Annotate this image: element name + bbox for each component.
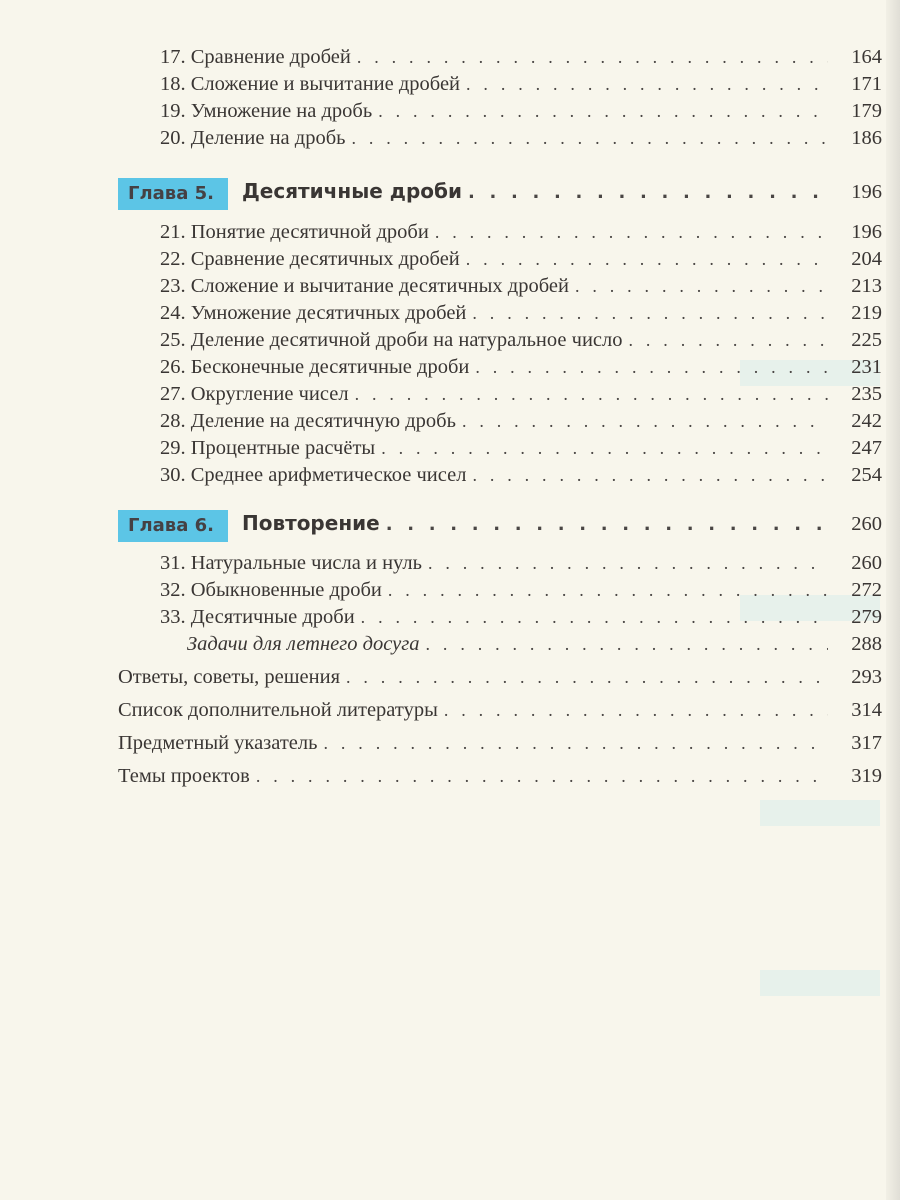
toc-entry[interactable]: 32. Обыкновенные дроби . . . 272	[160, 577, 882, 603]
chapter-6-heading[interactable]	[118, 510, 882, 542]
dot-leader	[355, 381, 828, 407]
page-number: 231	[851, 356, 882, 378]
toc-entry[interactable]: 23. Сложение и вычитание десятичных дробей . . . 213	[160, 273, 882, 299]
dot-leader	[472, 300, 828, 326]
chapter-5-heading[interactable]	[118, 178, 882, 210]
page-number: 260	[851, 513, 882, 535]
bleed-through	[760, 970, 880, 996]
toc-entry[interactable]: 24. Умножение десятичных дробей . . . 219	[160, 300, 882, 326]
toc-entry[interactable]: 20. Деление на дробь . . . 186	[160, 125, 882, 151]
toc-entry[interactable]: 33. Десятичные дроби . . . 279	[160, 604, 882, 630]
toc-entry[interactable]: 26. Бесконечные десятичные дроби . . . 231	[160, 354, 882, 380]
dot-leader	[346, 664, 828, 690]
dot-leader	[361, 604, 828, 630]
page-number: 164	[851, 46, 882, 68]
dot-leader	[378, 98, 828, 124]
dot-leader	[351, 125, 828, 151]
page-number: 219	[851, 302, 882, 324]
toc-entry[interactable]: 31. Натуральные числа и нуль . . . 260	[160, 550, 882, 576]
dot-leader	[388, 577, 828, 603]
page-number: 317	[851, 732, 882, 754]
page-number: 179	[851, 100, 882, 122]
dot-leader	[466, 71, 828, 97]
dot-leader	[472, 462, 828, 488]
toc-appendix-entry[interactable]: Список дополнительной литературы . . . 314	[118, 697, 882, 723]
page-number: 247	[851, 437, 882, 459]
page-number: 293	[851, 666, 882, 688]
toc-entry[interactable]: 28. Деление на десятичную дробь . . . 242	[160, 408, 882, 434]
toc-appendix-entry[interactable]: Предметный указатель . . . 317	[118, 730, 882, 756]
page-number: 279	[851, 606, 882, 628]
page-number: 319	[851, 765, 882, 787]
page-number: 196	[851, 221, 882, 243]
toc-entry[interactable]: 30. Среднее арифметическое чисел . . . 254	[160, 462, 882, 488]
page-number: 213	[851, 275, 882, 297]
dot-leader	[575, 273, 828, 299]
page-number: 254	[851, 464, 882, 486]
toc-appendix-entry[interactable]: Темы проектов . . . 319	[118, 763, 882, 789]
toc-entry[interactable]: 17. Сравнение дробей . . . 164	[160, 44, 882, 70]
dot-leader	[475, 354, 828, 380]
chapter-title: Десятичные дроби	[241, 179, 462, 203]
page-edge	[886, 0, 900, 1200]
page-number: 314	[851, 699, 882, 721]
toc-entry[interactable]: 22. Сравнение десятичных дробей . . . 204	[160, 246, 882, 272]
page-number: 260	[851, 552, 882, 574]
chapter-badge: Глава 5.	[118, 178, 228, 210]
page-number: 171	[851, 73, 882, 95]
toc-entry[interactable]: 21. Понятие десятичной дроби . . . 196	[160, 219, 882, 245]
toc-entry[interactable]: 29. Процентные расчёты . . . 247	[160, 435, 882, 461]
page-number: 288	[851, 633, 882, 655]
dot-leader	[428, 550, 828, 576]
toc-entry[interactable]: 18. Сложение и вычитание дробей . . . 171	[160, 71, 882, 97]
chapter-title: Повторение	[241, 511, 380, 535]
page-number: 204	[851, 248, 882, 270]
toc-entry-summer-tasks[interactable]: Задачи для летнего досуга . . . 288	[187, 631, 882, 657]
toc-entry[interactable]: 19. Умножение на дробь . . . 179	[160, 98, 882, 124]
dot-leader	[468, 180, 828, 206]
dot-leader	[256, 763, 828, 789]
page-number: 235	[851, 383, 882, 405]
dot-leader	[444, 697, 828, 723]
toc-entry[interactable]: 25. Деление десятичной дроби на натуральное число . . . 225	[160, 327, 882, 353]
page-number: 186	[851, 127, 882, 149]
dot-leader	[462, 408, 828, 434]
toc-entry[interactable]: 27. Округление чисел . . . 235	[160, 381, 882, 407]
toc-appendix-entry[interactable]: Ответы, советы, решения . . . 293	[118, 664, 882, 690]
page-number: 272	[851, 579, 882, 601]
dot-leader	[466, 246, 828, 272]
page-number: 242	[851, 410, 882, 432]
dot-leader	[435, 219, 828, 245]
bleed-through	[760, 800, 880, 826]
page-number: 225	[851, 329, 882, 351]
dot-leader	[357, 44, 828, 70]
dot-leader	[386, 512, 828, 538]
dot-leader	[629, 327, 829, 353]
chapter-badge: Глава 6.	[118, 510, 228, 542]
dot-leader	[324, 730, 829, 756]
dot-leader	[426, 631, 828, 657]
page-number: 196	[851, 181, 882, 203]
dot-leader	[381, 435, 828, 461]
